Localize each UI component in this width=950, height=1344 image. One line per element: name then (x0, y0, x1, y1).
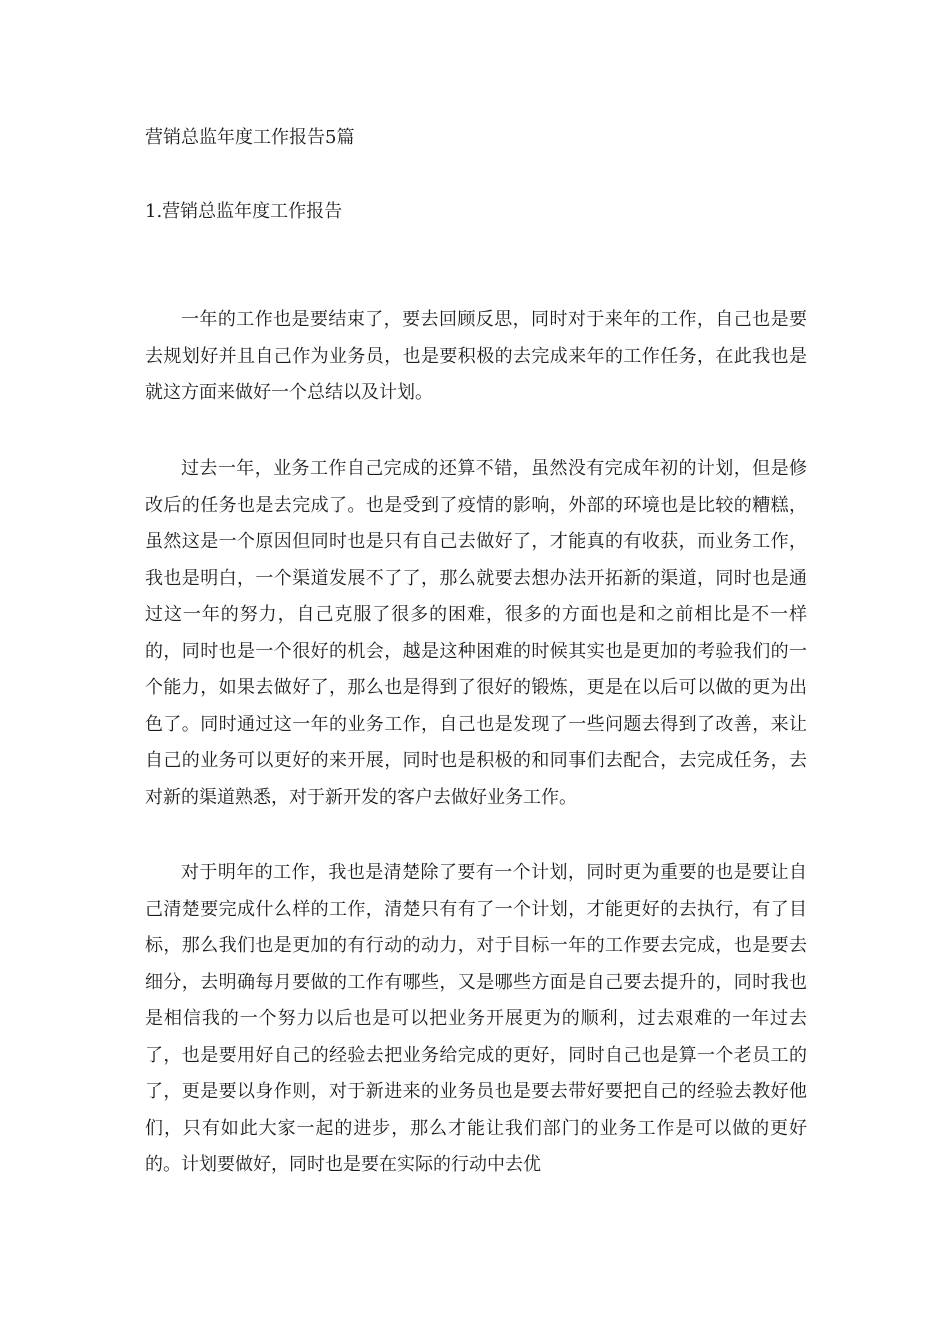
paragraph: 一年的工作也是要结束了，要去回顾反思，同时对于来年的工作，自己也是要去规划好并且自己作为业务员，也是要积极的去完成来年的工作任务，在此我也是就这方面来做好一个总结以及计划。 (145, 309, 807, 403)
paragraph: 对于明年的工作，我也是清楚除了要有一个计划，同时更为重要的也是要让自己清楚要完成什么样的工作，清楚只有有了一个计划，才能更好的去执行，有了目标，那么我们也是更加的有行动的动力，对于目标一年的工作要去完成，也是要去细分，去明确每月要做的工作有哪些，又是哪些方面是自己要去提升的，同时我也是相信我的一个努力以后也是可以把业务开展更为的顺利，过去艰难的一年过去了，也是要用好自己的经验去把业务给完成的更好，同时自己也是算一个老员工的了，更是要以身作则，对于新进来的业务员也是要去带好要把自己的经验去教好他们，只有如此大家一起的进步，那么才能让我们部门的业务工作是可以做的更好的。计划要做好，同时也是要在实际的行动中去优 (145, 862, 807, 1175)
document-title: 营销总监年度工作报告5篇 (145, 127, 355, 148)
section-heading: 1.营销总监年度工作报告 (145, 201, 343, 222)
paragraph: 过去一年，业务工作自己完成的还算不错，虽然没有完成年初的计划，但是修改后的任务也是去完成了。也是受到了疫情的影响，外部的环境也是比较的糟糕，虽然这是一个原因但同时也是只有自己去做好了，才能真的有收获，而业务工作，我也是明白，一个渠道发展不了了，那么就要去想办法开拓新的渠道，同时也是通过这一年的努力，自己克服了很多的困难，很多的方面也是和之前相比是不一样的，同时也是一个很好的机会，越是这种困难的时候其实也是更加的考验我们的一个能力，如果去做好了，那么也是得到了很好的锻炼，更是在以后可以做的更为出色了。同时通过这一年的业务工作，自己也是发现了一些问题去得到了改善，来让自己的业务可以更好的来开展，同时也是积极的和同事们去配合，去完成任务，去对新的渠道熟悉，对于新开发的客户去做好业务工作。 (145, 458, 807, 808)
